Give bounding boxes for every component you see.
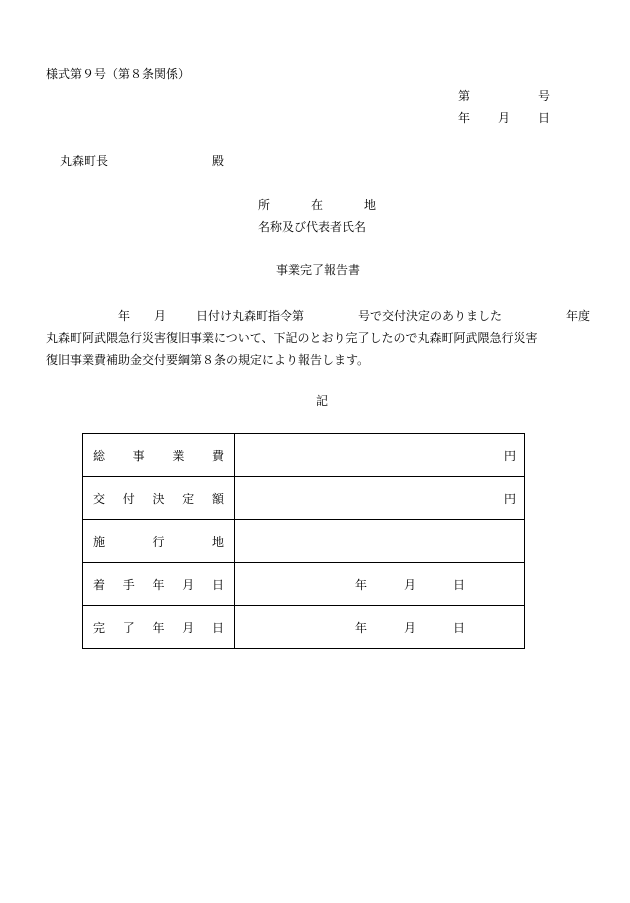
label-char: 地 xyxy=(211,534,224,549)
document-title: 事業完了報告書 xyxy=(276,263,361,277)
table-row xyxy=(83,477,525,520)
table-row xyxy=(83,434,525,477)
body-text xyxy=(46,305,600,371)
start-date-units xyxy=(355,576,465,593)
date-day: 日 xyxy=(452,620,465,635)
label-char: 年 xyxy=(152,577,165,592)
label-char: 決 xyxy=(152,491,165,506)
label-char: 了 xyxy=(122,620,135,635)
label-char: 所 xyxy=(258,198,271,212)
label-char: 交 xyxy=(93,491,106,506)
report-table xyxy=(82,433,525,649)
doc-date-year: 年 xyxy=(458,111,471,125)
label-char: 在 xyxy=(310,198,323,212)
label-char: 事 xyxy=(132,448,145,463)
label-char: 月 xyxy=(182,620,195,635)
doc-number-suffix: 号 xyxy=(537,89,550,103)
doc-number-prefix: 第 xyxy=(458,89,471,103)
label-char: 完 xyxy=(93,620,106,635)
document-number xyxy=(458,88,550,104)
applicant-name-label: 名称及び代表者氏名 xyxy=(258,220,367,234)
table-row xyxy=(83,563,525,606)
row-label-site xyxy=(83,520,235,563)
date-year: 年 xyxy=(355,577,368,592)
date-year: 年 xyxy=(355,620,368,635)
completion-date-units xyxy=(355,619,465,636)
site-field[interactable] xyxy=(235,520,525,563)
label-char: 年 xyxy=(152,620,165,635)
grant-amount-field[interactable] xyxy=(235,477,525,520)
completion-date-field[interactable] xyxy=(235,606,525,649)
body-line-2: 丸森町阿武隈急行災害復旧事業について、下記のとおり完了したので丸森町阿武隈急行災害 xyxy=(46,331,538,345)
label-char: 業 xyxy=(172,448,185,463)
row-label-completion-date xyxy=(83,606,235,649)
label-char: 付 xyxy=(122,491,135,506)
label-char: 総 xyxy=(93,448,106,463)
label-char: 着 xyxy=(93,577,106,592)
label-char: 手 xyxy=(122,577,135,592)
label-char: 施 xyxy=(93,534,106,549)
document-date xyxy=(458,110,550,126)
date-month: 月 xyxy=(403,620,416,635)
row-label-grant-amount xyxy=(83,477,235,520)
date-day: 日 xyxy=(452,577,465,592)
addressee-name: 丸森町長 xyxy=(60,154,109,168)
label-char: 地 xyxy=(363,198,376,212)
row-label-start-date xyxy=(83,563,235,606)
body-fiscal-year: 年度 xyxy=(566,309,591,323)
body-line-1 xyxy=(46,305,600,327)
applicant-address-label xyxy=(258,197,376,213)
label-char: 費 xyxy=(211,448,224,463)
ki-heading: 記 xyxy=(316,394,329,408)
row-label-total-cost xyxy=(83,434,235,477)
doc-date-month: 月 xyxy=(497,111,510,125)
table-row xyxy=(83,606,525,649)
addressee-honorific: 殿 xyxy=(212,154,225,168)
body-line-3: 復旧事業費補助金交付要綱第８条の規定により報告します。 xyxy=(46,353,370,367)
doc-date-day: 日 xyxy=(537,111,550,125)
label-char: 行 xyxy=(152,534,165,549)
total-cost-field[interactable] xyxy=(235,434,525,477)
date-month: 月 xyxy=(403,577,416,592)
body-number-text: 号で交付決定のありました xyxy=(358,309,503,323)
label-char: 月 xyxy=(182,577,195,592)
body-day-text: 日付け丸森町指令第 xyxy=(196,309,305,323)
body-month: 月 xyxy=(154,309,167,323)
body-year: 年 xyxy=(118,309,131,323)
yen-unit: 円 xyxy=(503,449,516,463)
form-number: 様式第９号（第８条関係） xyxy=(46,67,191,81)
label-char: 定 xyxy=(182,491,195,506)
yen-unit: 円 xyxy=(503,492,516,506)
label-char: 日 xyxy=(211,620,224,635)
start-date-field[interactable] xyxy=(235,563,525,606)
label-char: 日 xyxy=(211,577,224,592)
label-char: 額 xyxy=(211,491,224,506)
table-row xyxy=(83,520,525,563)
